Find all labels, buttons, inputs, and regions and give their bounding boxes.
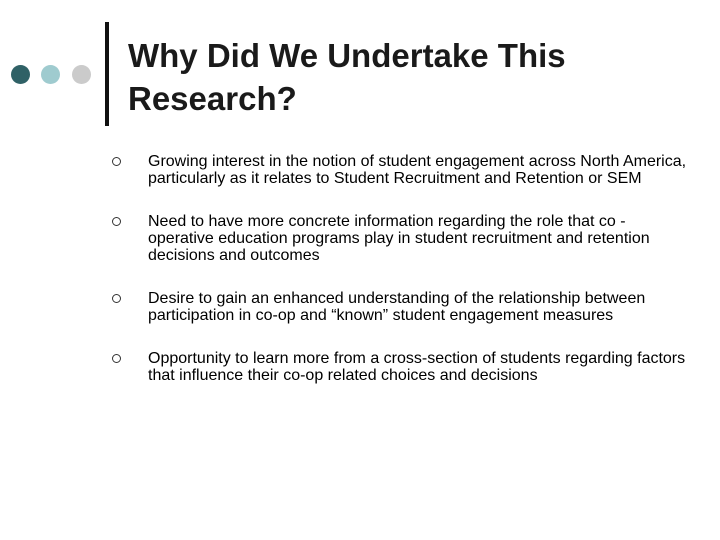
circle-bullet-icon [112,294,121,303]
dot-gray [72,65,91,84]
bullet-item [112,213,690,264]
bullet-item [112,290,690,324]
bullet-text: Opportunity to learn more from a cross-section of students regarding factors that influence their co-op related choices and decisions [148,350,686,384]
slide-title: Why Did We Undertake This Research? [128,37,566,117]
circle-bullet-icon [112,217,121,226]
bullet-item [112,153,690,187]
bullet-item [112,350,690,384]
bullet-text: Desire to gain an enhanced understanding of the relationship between participation in co-op and “known” student engagement measures [148,290,646,324]
bullet-list [112,153,690,410]
title-divider-bar [105,22,109,126]
circle-bullet-icon [112,354,121,363]
dot-light-teal [41,65,60,84]
bullet-text: Need to have more concrete information regarding the role that co -operative education programs play in student recruitment and retention decisions and outcomes [148,213,650,264]
bullet-text: Growing interest in the notion of student engagement across North America, particularly as it relates to Student Recruitment and Retention or SEM [148,153,687,187]
circle-bullet-icon [112,157,121,166]
dot-dark-teal [11,65,30,84]
decorative-dots [11,65,95,85]
